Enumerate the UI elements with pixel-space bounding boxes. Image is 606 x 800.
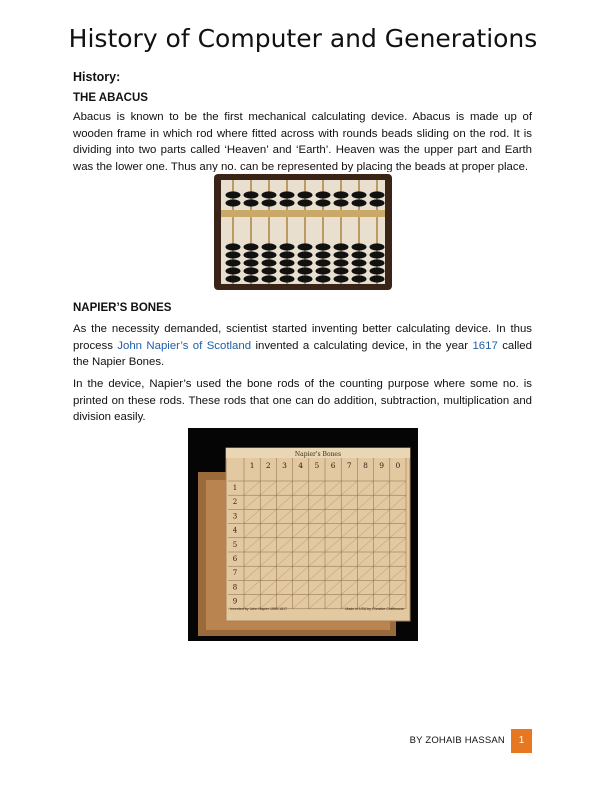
abacus-bead — [298, 275, 313, 282]
abacus-bead — [334, 251, 349, 258]
abacus-bead — [298, 259, 313, 266]
abacus-bead — [262, 251, 277, 258]
abacus-bead — [226, 191, 241, 198]
abacus-bead — [370, 199, 385, 206]
page-number-badge: 1 — [511, 729, 532, 753]
board-title: Napier's Bones — [294, 451, 342, 458]
abacus-bead — [352, 267, 367, 274]
abacus-bead — [298, 191, 313, 198]
abacus-bead — [244, 243, 259, 250]
board-header-digit: 8 — [363, 461, 368, 470]
abacus-bead — [316, 275, 331, 282]
abacus-bead — [316, 251, 331, 258]
abacus-bead — [244, 275, 259, 282]
abacus-bead — [226, 251, 241, 258]
napier-text-3: called the Napier Bones. — [73, 339, 532, 368]
abacus-bead — [316, 243, 331, 250]
abacus-bead — [352, 191, 367, 198]
page-title: History of Computer and Generations — [68, 24, 538, 53]
abacus-bead — [280, 243, 295, 250]
abacus-heading: THE ABACUS — [73, 92, 148, 104]
abacus-bead — [352, 259, 367, 266]
abacus-bead — [280, 275, 295, 282]
board-row-digit: 9 — [232, 597, 238, 606]
board-row-digit: 4 — [232, 526, 238, 535]
abacus-bead — [262, 191, 277, 198]
abacus-bead — [334, 199, 349, 206]
board-header-digit: 2 — [265, 461, 271, 470]
abacus-bead — [352, 275, 367, 282]
abacus-bead — [334, 259, 349, 266]
board-header-digit: 6 — [330, 461, 336, 470]
board-header-digit: 3 — [282, 461, 287, 470]
abacus-bead — [334, 191, 349, 198]
abacus-bead — [316, 199, 331, 206]
abacus-bead — [226, 199, 241, 206]
abacus-bead — [280, 199, 295, 206]
abacus-bead — [262, 275, 277, 282]
board-row-digit: 7 — [232, 569, 238, 578]
abacus-bead — [244, 191, 259, 198]
abacus-bead — [298, 267, 313, 274]
abacus-bead — [262, 267, 277, 274]
john-napier-link[interactable]: John Napier’s of Scotland — [117, 339, 252, 352]
abacus-bead — [226, 243, 241, 250]
abacus-bead — [298, 251, 313, 258]
board-header-digit: 5 — [314, 461, 320, 470]
board-row-digit: 5 — [232, 540, 238, 549]
abacus-bead — [370, 267, 385, 274]
abacus-bead — [334, 275, 349, 282]
abacus-bead — [370, 251, 385, 258]
napier-text-1: As the necessity demanded, scientist started inventing better calculating device. In thus process — [73, 323, 532, 352]
board-header-digit: 9 — [379, 461, 385, 470]
abacus-bead — [298, 243, 313, 250]
abacus-bead — [244, 267, 259, 274]
napier-heading: NAPIER’S BONES — [73, 302, 172, 314]
abacus-bead — [370, 259, 385, 266]
abacus-bead — [352, 251, 367, 258]
board-header-digit: 1 — [249, 461, 255, 470]
abacus-bead — [244, 199, 259, 206]
board-row-digit: 3 — [232, 512, 238, 521]
napier-bones-image — [188, 428, 418, 641]
board-header-digit: 4 — [298, 461, 304, 470]
board-row-digit: 1 — [232, 484, 238, 492]
abacus-bead — [316, 267, 331, 274]
board-row-digit: 6 — [232, 555, 238, 563]
napier-paragraph-1 — [73, 321, 532, 371]
abacus-bead — [262, 243, 277, 250]
abacus-bead — [280, 251, 295, 258]
board-header-digit: 7 — [346, 461, 352, 470]
abacus-bead — [298, 199, 313, 206]
abacus-bead — [334, 267, 349, 274]
footer-author: BY ZOHAIB HASSAN — [409, 735, 505, 746]
napier-text-2: invented a calculating device, in the year — [251, 339, 473, 352]
abacus-bead — [244, 259, 259, 266]
board-footer-left: Invented by John Napier 1550-1617 — [230, 607, 288, 611]
abacus-bead — [352, 199, 367, 206]
abacus-bead — [280, 259, 295, 266]
board-footer-right: Made in USA by Creative Crafthouse — [345, 607, 404, 611]
abacus-bead — [226, 275, 241, 282]
abacus-paragraph: Abacus is known to be the first mechanical calculating device. Abacus is made up of wooden frame in which rod where fitted across with rounds beads sliding on the rod. It is dividing into two parts called ‘Heaven’ and ‘Earth’. Heaven was the upper part and Earth was the lower one. Thus any no. can be represented by placing the beads at proper place. — [73, 111, 532, 173]
board-row-digit: 2 — [232, 498, 238, 507]
abacus-bead — [370, 191, 385, 198]
abacus-bead — [280, 267, 295, 274]
abacus-image — [212, 172, 394, 292]
abacus-bead — [226, 259, 241, 266]
abacus-bead — [370, 243, 385, 250]
board-header-digit: 0 — [395, 461, 401, 470]
board-row-digit: 8 — [232, 583, 238, 592]
abacus-bead — [280, 191, 295, 198]
year-1617-link[interactable]: 1617 — [472, 339, 498, 352]
history-heading: History: — [73, 70, 121, 84]
abacus-bead — [334, 243, 349, 250]
abacus-bead — [262, 199, 277, 206]
abacus-bead — [370, 275, 385, 282]
abacus-bead — [316, 259, 331, 266]
abacus-bead — [244, 251, 259, 258]
abacus-bead — [352, 243, 367, 250]
napier-paragraph-2: In the device, Napier’s used the bone rods of the counting purpose where some no. is printed on these rods. These rods that one can do addition, subtraction, multiplication and division easily. — [73, 378, 532, 423]
abacus-bead — [226, 267, 241, 274]
abacus-bead — [262, 259, 277, 266]
abacus-bead — [316, 191, 331, 198]
